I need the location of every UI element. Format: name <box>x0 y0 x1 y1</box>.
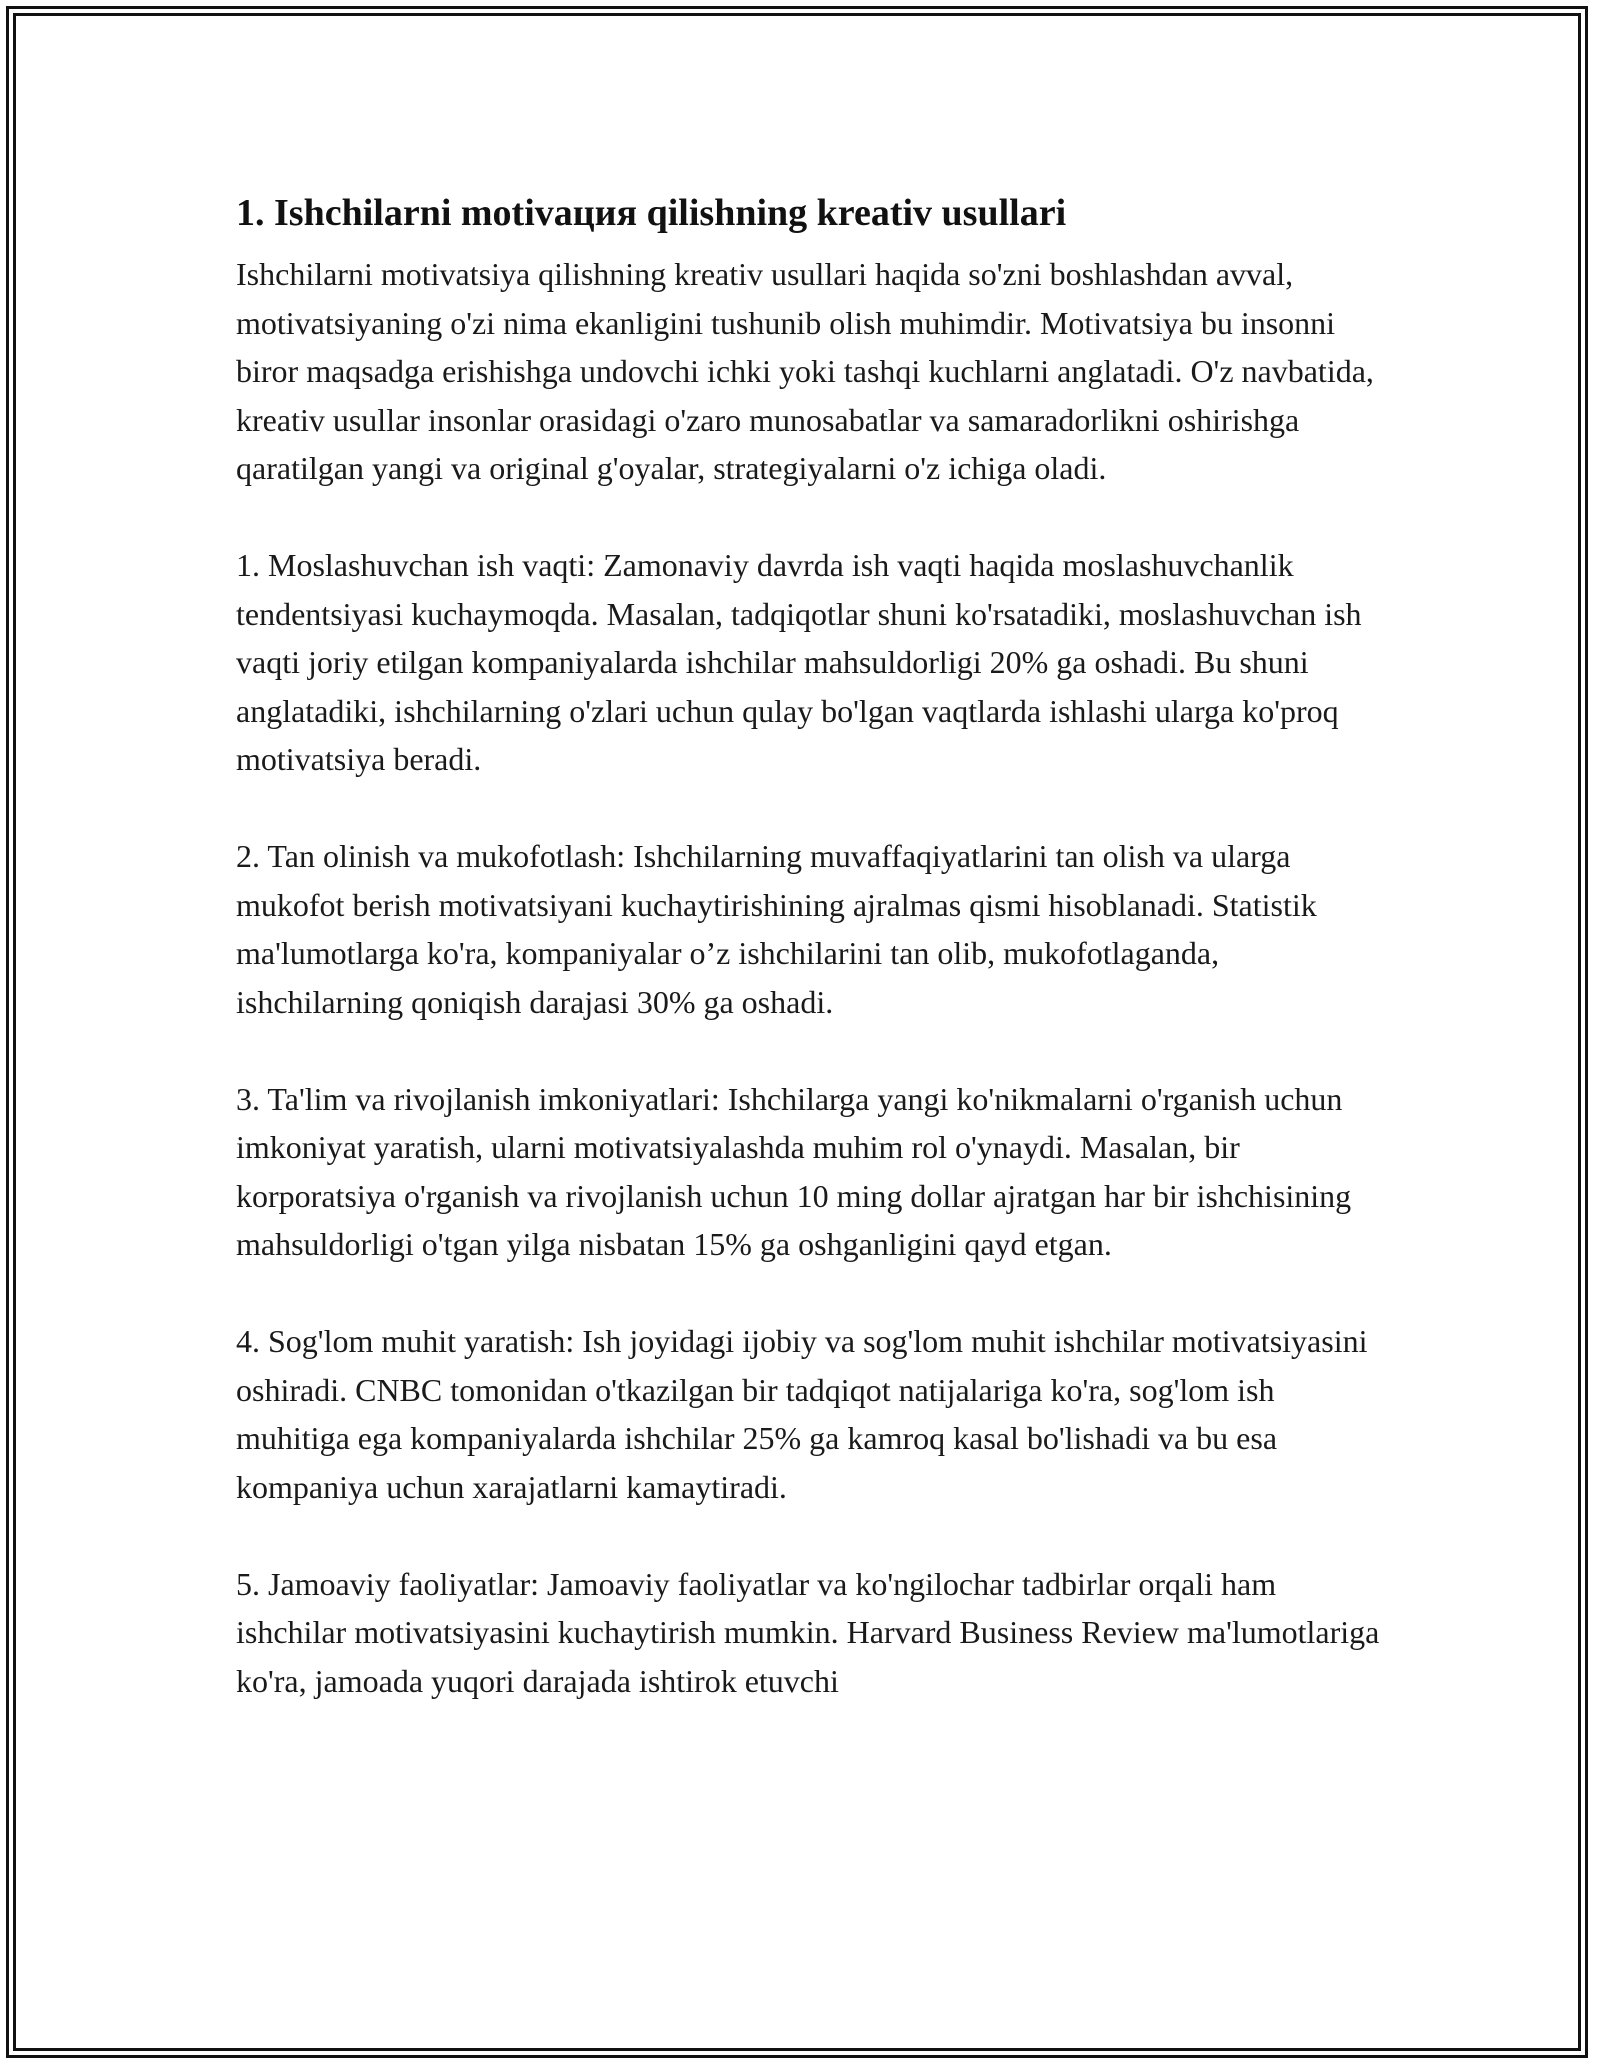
paragraph-recognition: 2. Tan olinish va mukofotlash: Ishchilarning muvaffaqiyatlarini tan olish va ularga mukofot berish motivatsiyani kuchaytirishining ajralmas qismi hisoblanadi. Statistik ma'lumotlarga ko'ra, kompaniyalar o’z ishchilarini tan olib, mukofotlaganda, ishchilarning qoniqish darajasi 30% ga oshadi. <box>236 838 1317 1020</box>
paragraph-training: 3. Ta'lim va rivojlanish imkoniyatlari: Ishchilarga yangi ko'nikmalarni o'rganish uchun imkoniyat yaratish, ularni motivatsiyalashda muhim rol o'ynaydi. Masalan, bir korporatsiya o'rganish va rivojlanish uchun 10 ming dollar ajratgan har bir ishchisining mahsuldorligi o'tgan yilga nisbatan 15% ga oshganligini qayd etgan. <box>236 1080 1352 1262</box>
paragraph-flexible-hours: 1. Moslashuvchan ish vaqti: Zamonaviy davrda ish vaqti haqida moslashuvchanlik tendentsiyasi kuchaymoqda. Masalan, tadqiqotlar shuni ko'rsatadiki, moslashuvchan ish vaqti joriy etilgan kompaniyalarda ishchilar mahsuldorligi 20% ga oshadi. Bu shuni anglatadiki, ishchilarning o'zlari uchun qulay bo'lgan vaqtlarda ishlashi ularga ko'proq motivatsiya beradi. <box>236 547 1362 777</box>
document-title: 1. Ishchilarni motivaция qilishning kreativ usullari <box>236 192 1067 234</box>
document-body <box>236 186 1386 1754</box>
paragraph-intro: Ishchilarni motivatsiya qilishning kreativ usullari haqida so'zni boshlashdan avval, motivatsiyaning o'zi nima ekanligini tushunib olish muhimdir. Motivatsiya bu insonni biror maqsadga erishishga undovchi ichki yoki tashqi kuchlarni anglatadi. O'z navbatida, kreativ usullar insonlar orasidagi o'zaro munosabatlar va samaradorlikni oshirishga qaratilgan yangi va original g'oyalar, strategiyalarni o'z ichiga oladi. <box>236 256 1374 486</box>
paragraph-team-activities: 5. Jamoaviy faoliyatlar: Jamoaviy faoliyatlar va ko'ngilochar tadbirlar orqali ham ishchilar motivatsiyasini kuchaytirish mumkin. Harvard Business Review ma'lumotlariga ko'ra, jamoada yuqori darajada ishtirok etuvchi <box>236 1565 1380 1699</box>
paragraph-healthy-environment: 4. Sog'lom muhit yaratish: Ish joyidagi ijobiy va sog'lom muhit ishchilar motivatsiyasini oshiradi. CNBC tomonidan o'tkazilgan bir tadqiqot natijalariga ko'ra, sog'lom ish muhitiga ega kompaniyalarda ishchilar 25% ga kamroq kasal bo'lishadi va bu esa kompaniya uchun xarajatlarni kamaytiradi. <box>236 1323 1368 1505</box>
